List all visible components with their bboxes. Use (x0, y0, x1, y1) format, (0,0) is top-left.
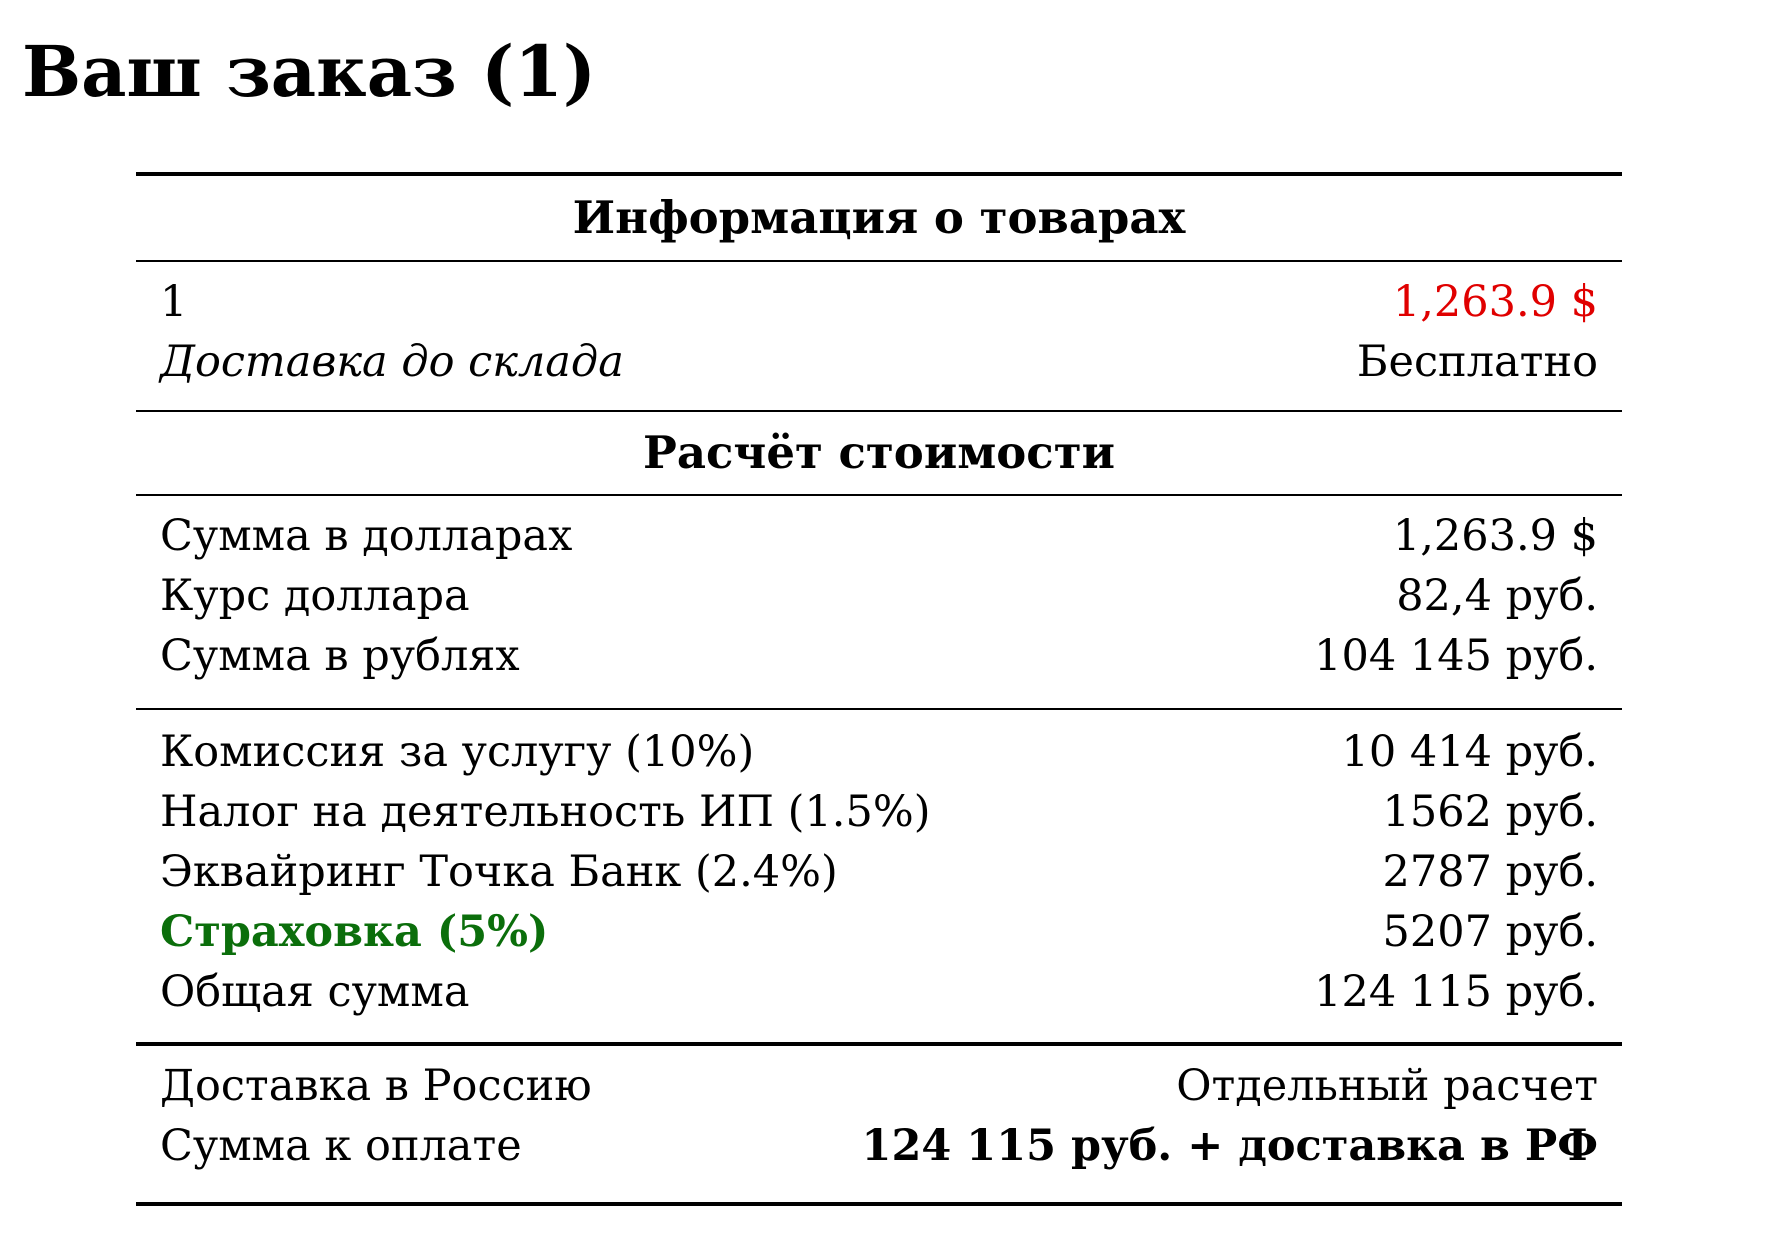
usd-sum-row (160, 506, 1598, 566)
conversion-bottom-rule (136, 708, 1622, 710)
amount-due-row (160, 1116, 1598, 1176)
insurance-value: 5207 руб. (1382, 907, 1598, 957)
usd-sum-label: Сумма в долларах (160, 511, 573, 561)
item-row (160, 272, 1598, 332)
russia-delivery-label: Доставка в Россию (160, 1061, 592, 1111)
order-summary-table (136, 172, 1622, 1206)
items-section-header: Информация о товарах (572, 191, 1186, 244)
exchange-rate-value: 82,4 руб. (1396, 571, 1598, 621)
acquiring-value: 2787 руб. (1382, 847, 1598, 897)
service-fee-label: Комиссия за услугу (10%) (160, 727, 755, 777)
page-title: Ваш заказ (1) (22, 30, 597, 113)
fees-bottom-rule (136, 1042, 1622, 1046)
service-fee-row (160, 722, 1598, 782)
total-row (160, 962, 1598, 1022)
final-block (136, 1056, 1622, 1202)
warehouse-delivery-value: Бесплатно (1356, 337, 1598, 387)
total-label: Общая сумма (160, 967, 470, 1017)
calc-header-rule (136, 494, 1622, 496)
rub-sum-label: Сумма в рублях (160, 631, 520, 681)
acquiring-label: Эквайринг Точка Банк (2.4%) (160, 847, 838, 897)
service-fee-value: 10 414 руб. (1341, 727, 1598, 777)
item-number: 1 (160, 277, 188, 327)
amount-due-value: 124 115 руб. + доставка в РФ (861, 1121, 1598, 1171)
acquiring-row (160, 842, 1598, 902)
total-value: 124 115 руб. (1314, 967, 1598, 1017)
conversion-block (136, 506, 1622, 708)
items-header-rule (136, 260, 1622, 262)
amount-due-label: Сумма к оплате (160, 1121, 522, 1171)
tax-label: Налог на деятельность ИП (1.5%) (160, 787, 931, 837)
rub-sum-value: 104 145 руб. (1314, 631, 1598, 681)
items-block (136, 272, 1622, 410)
usd-sum-value: 1,263.9 $ (1392, 511, 1598, 561)
warehouse-delivery-row (160, 332, 1598, 392)
insurance-row (160, 902, 1598, 962)
russia-delivery-value: Отдельный расчет (1176, 1061, 1598, 1111)
table-bottom-rule (136, 1202, 1622, 1206)
calc-section-header: Расчёт стоимости (643, 426, 1115, 479)
insurance-label: Страховка (5%) (160, 907, 549, 957)
fees-block (136, 722, 1622, 1042)
exchange-rate-row (160, 566, 1598, 626)
russia-delivery-row (160, 1056, 1598, 1116)
item-price: 1,263.9 $ (1392, 277, 1598, 327)
warehouse-delivery-label: Доставка до склада (160, 337, 624, 387)
tax-value: 1562 руб. (1382, 787, 1598, 837)
tax-row (160, 782, 1598, 842)
rub-sum-row (160, 626, 1598, 686)
exchange-rate-label: Курс доллара (160, 571, 470, 621)
